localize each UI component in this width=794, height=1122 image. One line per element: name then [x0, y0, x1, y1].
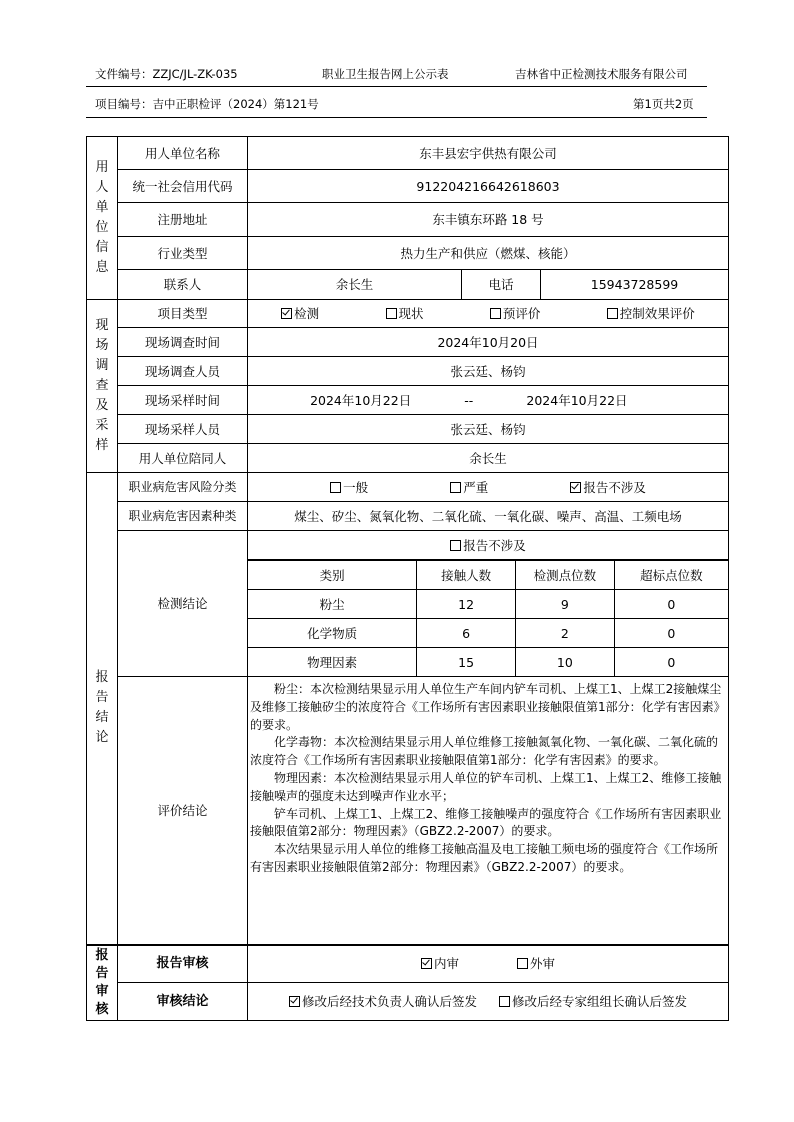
risk-class-options	[248, 473, 729, 502]
table-cell: 0	[614, 648, 728, 677]
hazard-factors-value: 煤尘、矽尘、氮氧化物、二氧化硫、一氧化碳、噪声、高温、工频电场	[248, 502, 729, 531]
table-row	[248, 648, 728, 677]
survey-time-value: 2024年10月20日	[248, 328, 729, 357]
project-number: 项目编号：吉中正职检评（2024）第121号	[95, 97, 319, 111]
table-cell: 9	[516, 590, 615, 619]
review-section-header: 报 告 审 核	[87, 945, 118, 1021]
employer-name-label: 用人单位名称	[118, 137, 248, 170]
evaluation-conclusion-label: 评价结论	[118, 677, 248, 945]
conclusion-section-header: 报 告 结 论	[87, 473, 118, 945]
credit-code-value: 912204216642618603	[248, 170, 729, 203]
credit-code-label: 统一社会信用代码	[118, 170, 248, 203]
report-form-table	[86, 136, 729, 1021]
unchecked-checkbox-icon	[450, 482, 461, 493]
project-type-detection-option: 检测	[281, 306, 319, 321]
evaluation-paragraph: 化学毒物：本次检测结果显示用人单位维修工接触氮氧化物、一氧化碳、二氧化硫的浓度符合《工作场所有害因素职业接触限值第1部分：化学有害因素》的要求。	[250, 735, 719, 768]
survey-section-header: 现 场 调 查 及 采 样	[87, 300, 118, 473]
employer-name-value: 东丰县宏宇供热有限公司	[248, 137, 729, 170]
unchecked-checkbox-icon	[450, 540, 461, 551]
document-title: 职业卫生报告网上公示表	[322, 67, 449, 81]
risk-serious-option: 严重	[450, 480, 488, 495]
sampling-end: 2024年10月22日	[526, 392, 628, 408]
project-type-status-option: 现状	[386, 306, 424, 321]
escort-value: 余长生	[248, 444, 729, 473]
detection-results-table	[248, 560, 728, 676]
company-name: 吉林省中正检测技术服务有限公司	[515, 67, 688, 81]
unchecked-checkbox-icon	[330, 482, 341, 493]
evaluation-paragraph: 粉尘：本次检测结果显示用人单位生产车间内铲车司机、上煤工1、上煤工2接触煤尘及维修工接触矽尘的浓度符合《工作场所有害因素职业接触限值第1部分：化学有害因素》的要求。	[250, 682, 726, 732]
risk-class-label: 职业病危害风险分类	[118, 473, 248, 502]
detection-header-category: 类别	[248, 561, 417, 590]
review-conclusion-label: 审核结论	[118, 983, 248, 1021]
table-cell: 0	[614, 590, 728, 619]
samplers-label: 现场采样人员	[118, 415, 248, 444]
external-review-option: 外审	[517, 956, 555, 971]
table-cell: 10	[516, 648, 615, 677]
project-type-pre-eval-option: 预评价	[490, 306, 541, 321]
expert-lead-signoff-option: 修改后经专家组组长确认后签发	[499, 994, 687, 1009]
detection-conclusion-label: 检测结论	[118, 531, 248, 677]
sampling-time-value	[248, 386, 729, 415]
evaluation-paragraph: 本次结果显示用人单位的维修工接触高温及电工接触工频电场的强度符合《工作场所有害因素职业接触限值第2部分：物理因素》（GBZ2.2-2007）的要求。	[250, 842, 719, 874]
industry-label: 行业类型	[118, 237, 248, 270]
risk-general-option: 一般	[330, 480, 368, 495]
risk-not-involved-option: 报告不涉及	[570, 480, 646, 495]
checked-checkbox-icon	[421, 958, 432, 969]
evaluation-conclusion-text	[248, 677, 729, 945]
table-cell: 物理因素	[248, 648, 417, 677]
detection-results-cell	[248, 560, 729, 677]
industry-value: 热力生产和供应（燃煤、核能）	[248, 237, 729, 270]
table-cell: 15	[417, 648, 516, 677]
page-indicator: 第1页共2页	[633, 97, 694, 111]
table-cell: 粉尘	[248, 590, 417, 619]
detection-header-exposed: 接触人数	[417, 561, 516, 590]
address-value: 东丰镇东环路 18 号	[248, 203, 729, 237]
tech-lead-signoff-option: 修改后经技术负责人确认后签发	[289, 994, 477, 1009]
header-divider-2	[86, 117, 707, 118]
table-row	[248, 590, 728, 619]
project-type-label: 项目类型	[118, 300, 248, 328]
sampling-time-label: 现场采样时间	[118, 386, 248, 415]
table-cell: 12	[417, 590, 516, 619]
internal-review-option: 内审	[421, 956, 459, 971]
sampling-start: 2024年10月22日	[310, 392, 412, 408]
contact-value: 余长生	[248, 270, 462, 300]
file-number: 文件编号：ZZJC/JL-ZK-035	[95, 67, 238, 81]
unchecked-checkbox-icon	[607, 308, 618, 319]
checked-checkbox-icon	[289, 996, 300, 1007]
evaluation-paragraph: 铲车司机、上煤工1、上煤工2、维修工接触噪声的强度符合《工作场所有害因素职业接触限值第2部分：物理因素》（GBZ2.2-2007）的要求。	[250, 806, 722, 839]
table-cell: 2	[516, 619, 615, 648]
unchecked-checkbox-icon	[490, 308, 501, 319]
table-row	[248, 619, 728, 648]
review-conclusion-options	[248, 983, 729, 1021]
phone-label: 电话	[462, 270, 541, 300]
address-label: 注册地址	[118, 203, 248, 237]
table-cell: 6	[417, 619, 516, 648]
sampling-separator: --	[464, 392, 474, 408]
contact-label: 联系人	[118, 270, 248, 300]
project-type-options	[248, 300, 729, 328]
detection-header-exceed: 超标点位数	[614, 561, 728, 590]
table-cell: 0	[614, 619, 728, 648]
table-cell: 化学物质	[248, 619, 417, 648]
checked-checkbox-icon	[570, 482, 581, 493]
report-review-label: 报告审核	[118, 945, 248, 983]
project-type-control-eval-option: 控制效果评价	[607, 306, 695, 321]
checked-checkbox-icon	[281, 308, 292, 319]
unchecked-checkbox-icon	[517, 958, 528, 969]
header-divider	[86, 86, 707, 87]
unchecked-checkbox-icon	[499, 996, 510, 1007]
hazard-factors-label: 职业病危害因素种类	[118, 502, 248, 531]
unchecked-checkbox-icon	[386, 308, 397, 319]
detection-header-points: 检测点位数	[516, 561, 615, 590]
employer-section-header: 用 人 单 位 信 息	[87, 137, 118, 300]
phone-value: 15943728599	[541, 270, 729, 300]
surveyors-value: 张云廷、杨钧	[248, 357, 729, 386]
detection-not-involved: 报告不涉及	[248, 531, 729, 560]
escort-label: 用人单位陪同人	[118, 444, 248, 473]
samplers-value: 张云廷、杨钧	[248, 415, 729, 444]
evaluation-paragraph: 物理因素：本次检测结果显示用人单位的铲车司机、上煤工1、上煤工2、维修工接触接触噪声的强度未达到噪声作业水平；	[250, 770, 722, 803]
survey-time-label: 现场调查时间	[118, 328, 248, 357]
surveyors-label: 现场调查人员	[118, 357, 248, 386]
report-review-options	[248, 945, 729, 983]
